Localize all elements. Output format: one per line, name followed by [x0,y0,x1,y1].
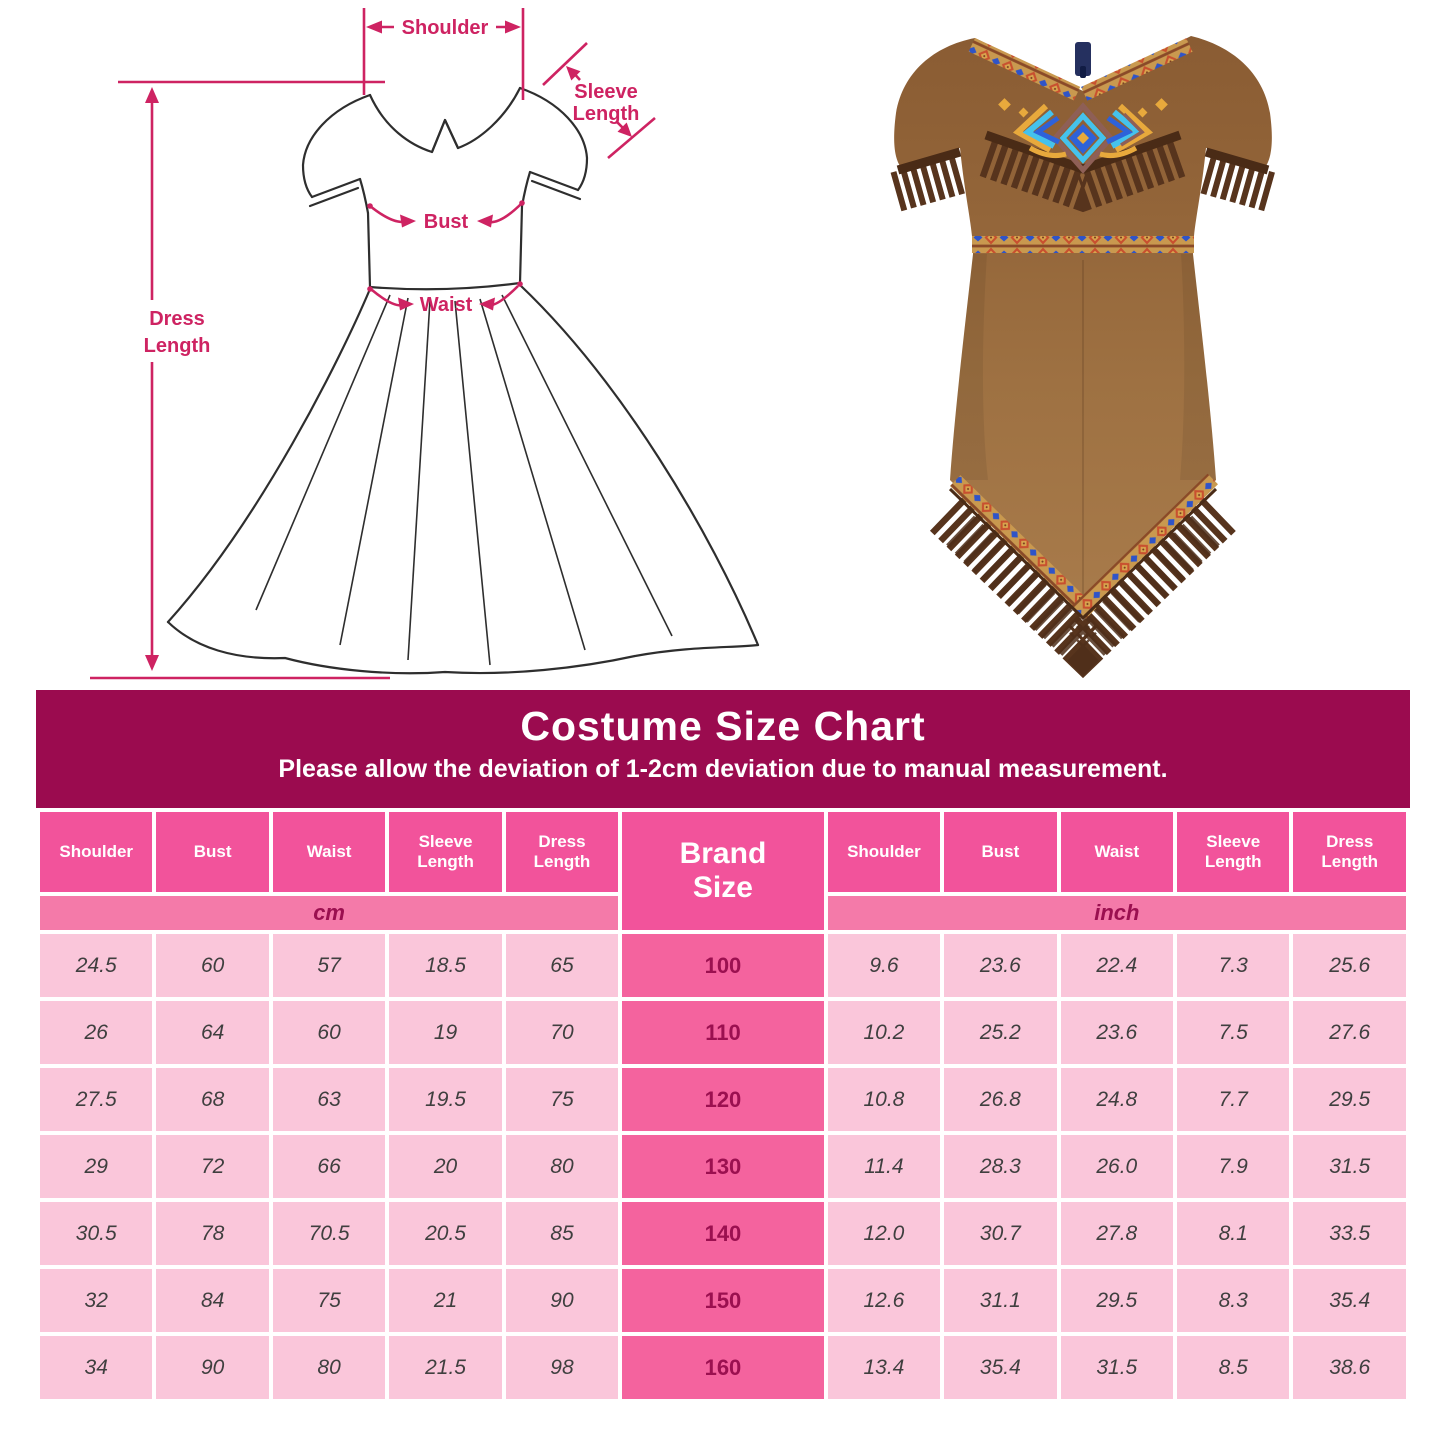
size-cell: 35.4 [1291,1267,1408,1334]
size-cell: 7.9 [1175,1133,1291,1200]
size-cell: 8.1 [1175,1200,1291,1267]
size-cell: 19.5 [387,1066,503,1133]
brand-size-cell: 150 [620,1267,826,1334]
size-cell: 30.5 [38,1200,154,1267]
size-cell: 26.8 [942,1066,1058,1133]
size-cell: 35.4 [942,1334,1058,1401]
size-cell: 29 [38,1133,154,1200]
dress-sketch [168,88,758,673]
size-cell: 22.4 [1059,932,1175,999]
sleeve-length-label-line1: Sleeve [574,81,638,103]
header-brand-size: Brand Size [620,810,826,932]
table-row [38,999,1408,1066]
size-cell: 31.5 [1059,1334,1175,1401]
header-dress-length-inch: Dress Length [1291,810,1408,894]
size-cell: 20.5 [387,1200,503,1267]
waist-trim [972,236,1194,253]
size-cell: 29.5 [1291,1066,1408,1133]
header-waist-inch: Waist [1059,810,1175,894]
chart-subtitle: Please allow the deviation of 1-2cm deviation due to manual measurement. [278,755,1168,783]
table-row [38,932,1408,999]
size-cell: 34 [38,1334,154,1401]
size-cell: 21.5 [387,1334,503,1401]
size-cell: 21 [387,1267,503,1334]
bust-label: Bust [423,211,469,233]
sleeve-length-label-line2: Length [572,103,640,125]
brand-size-cell: 130 [620,1133,826,1200]
size-table [36,808,1410,1403]
size-cell: 29.5 [1059,1267,1175,1334]
size-cell: 12.6 [826,1267,942,1334]
size-cell: 30.7 [942,1200,1058,1267]
size-cell: 7.3 [1175,932,1291,999]
size-cell: 23.6 [942,932,1058,999]
size-cell: 80 [504,1133,620,1200]
size-cell: 8.3 [1175,1267,1291,1334]
size-cell: 24.8 [1059,1066,1175,1133]
chart-title: Costume Size Chart [520,703,926,749]
header-sleeve-length-cm: Sleeve Length [387,810,503,894]
size-cell: 11.4 [826,1133,942,1200]
size-cell: 98 [504,1334,620,1401]
size-cell: 20 [387,1133,503,1200]
size-cell: 57 [271,932,387,999]
size-cell: 27.8 [1059,1200,1175,1267]
size-cell: 66 [271,1133,387,1200]
size-cell: 64 [154,999,270,1066]
brand-size-cell: 160 [620,1334,826,1401]
size-cell: 84 [154,1267,270,1334]
costume-photo [880,8,1330,688]
top-illustrations [0,0,1445,690]
header-bust-cm: Bust [154,810,270,894]
zipper [1075,42,1091,78]
size-cell: 13.4 [826,1334,942,1401]
header-shoulder-inch: Shoulder [826,810,942,894]
size-cell: 9.6 [826,932,942,999]
size-cell: 31.5 [1291,1133,1408,1200]
unit-inch: inch [826,894,1408,932]
size-cell: 27.5 [38,1066,154,1133]
size-cell: 65 [504,932,620,999]
dress-length-label-line1: Dress [149,308,205,330]
measurement-annotations [90,8,655,678]
header-dress-length-cm: Dress Length [504,810,620,894]
dress-measurement-diagram [60,0,820,690]
size-cell: 10.8 [826,1066,942,1133]
size-cell: 27.6 [1291,999,1408,1066]
table-row [38,1066,1408,1133]
size-cell: 7.7 [1175,1066,1291,1133]
size-cell: 31.1 [942,1267,1058,1334]
size-cell: 10.2 [826,999,942,1066]
size-cell: 90 [504,1267,620,1334]
size-cell: 25.2 [942,999,1058,1066]
brand-size-cell: 110 [620,999,826,1066]
size-cell: 75 [504,1066,620,1133]
size-cell: 70 [504,999,620,1066]
size-cell: 28.3 [942,1133,1058,1200]
chart-title-bar [36,690,1410,808]
size-cell: 75 [271,1267,387,1334]
size-cell: 24.5 [38,932,154,999]
table-header-row [38,810,1408,894]
unit-cm: cm [38,894,620,932]
brand-size-cell: 120 [620,1066,826,1133]
size-cell: 18.5 [387,932,503,999]
header-bust-inch: Bust [942,810,1058,894]
size-cell: 26.0 [1059,1133,1175,1200]
size-cell: 85 [504,1200,620,1267]
size-cell: 25.6 [1291,932,1408,999]
size-cell: 63 [271,1066,387,1133]
dress-length-label-line2: Length [143,335,211,357]
shoulder-label: Shoulder [401,17,489,39]
size-cell: 60 [271,999,387,1066]
table-row [38,1133,1408,1200]
header-shoulder-cm: Shoulder [38,810,154,894]
size-cell: 80 [271,1334,387,1401]
size-cell: 90 [154,1334,270,1401]
size-cell: 78 [154,1200,270,1267]
size-cell: 32 [38,1267,154,1334]
waist-label: Waist [419,294,473,316]
size-cell: 19 [387,999,503,1066]
brand-size-cell: 140 [620,1200,826,1267]
size-cell: 60 [154,932,270,999]
table-row [38,1200,1408,1267]
size-cell: 70.5 [271,1200,387,1267]
size-cell: 7.5 [1175,999,1291,1066]
table-row [38,1267,1408,1334]
size-cell: 38.6 [1291,1334,1408,1401]
brand-size-cell: 100 [620,932,826,999]
size-cell: 72 [154,1133,270,1200]
size-cell: 68 [154,1066,270,1133]
size-cell: 33.5 [1291,1200,1408,1267]
size-chart-section [36,690,1410,1403]
header-waist-cm: Waist [271,810,387,894]
skirt-fold-lines [256,295,672,665]
header-sleeve-length-inch: Sleeve Length [1175,810,1291,894]
size-cell: 8.5 [1175,1334,1291,1401]
size-cell: 23.6 [1059,999,1175,1066]
table-row [38,1334,1408,1401]
size-cell: 12.0 [826,1200,942,1267]
size-cell: 26 [38,999,154,1066]
